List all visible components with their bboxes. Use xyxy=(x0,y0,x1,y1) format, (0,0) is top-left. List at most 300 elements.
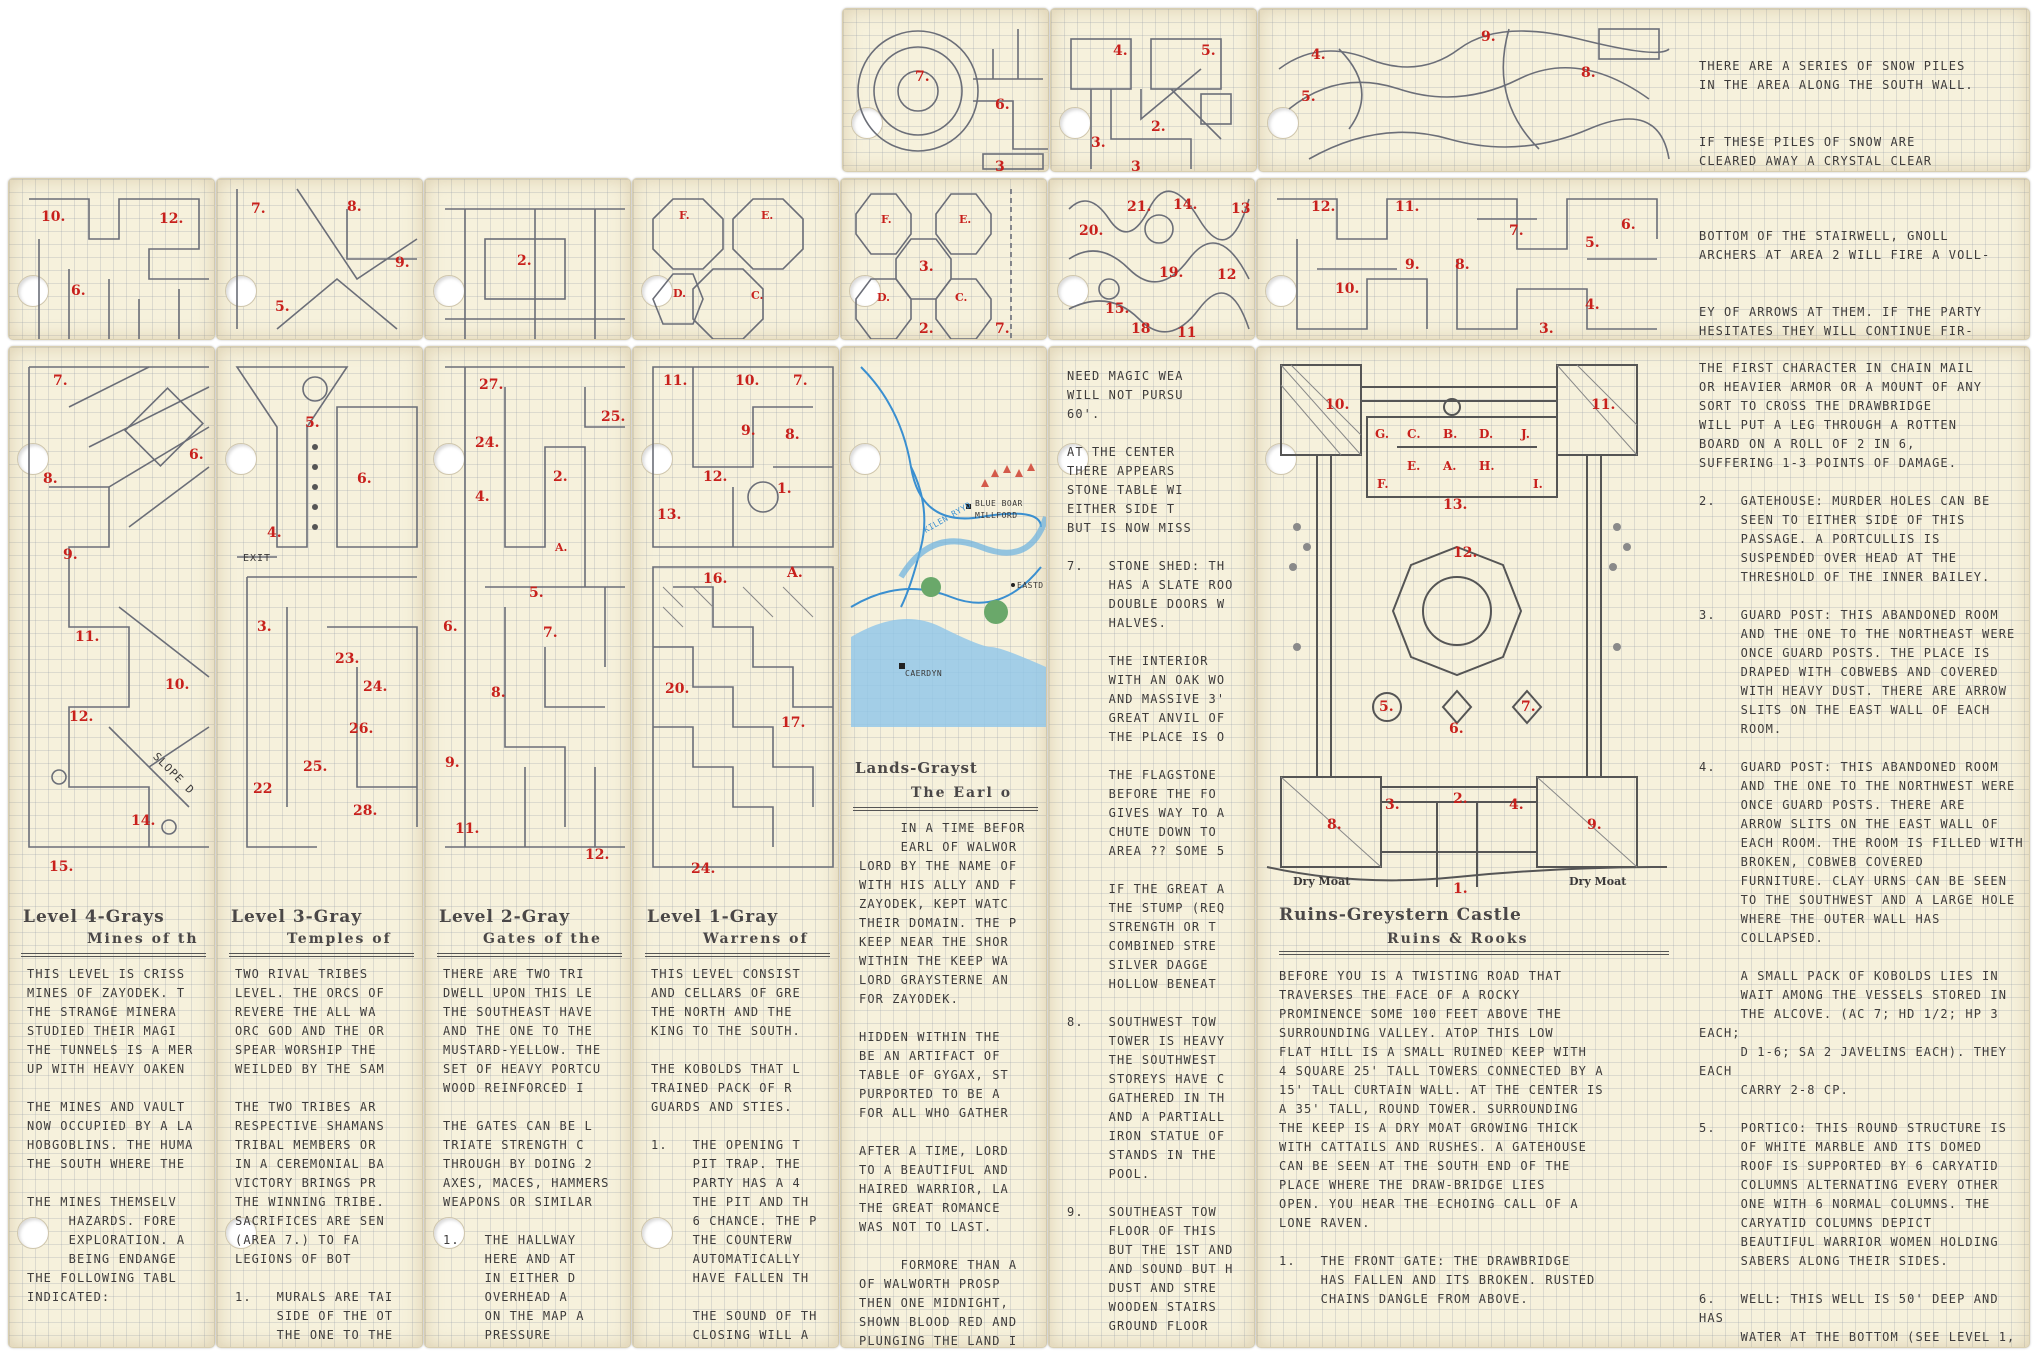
text-line: STANDS IN THE xyxy=(1067,1148,1217,1162)
room-number: 7. xyxy=(915,69,930,85)
text-line: THE INTERIOR xyxy=(1067,654,1209,668)
room-number: 28. xyxy=(353,803,378,819)
room-number: 12. xyxy=(1311,199,1336,215)
sheet-title: Level 2-Gray xyxy=(439,907,571,927)
text-line: LONE RAVEN. xyxy=(1279,1216,1371,1230)
text-line: CHUTE DOWN TO xyxy=(1067,825,1217,839)
text-line: FORMORE THAN A xyxy=(859,1258,1018,1272)
text-line: WAS NOT TO LAST. xyxy=(859,1220,993,1234)
text-line: 60'. xyxy=(1067,407,1101,421)
warrens-map xyxy=(633,347,838,877)
text-line: THE SOUND OF TH xyxy=(651,1309,818,1323)
room-number: 3. xyxy=(257,619,272,635)
text-line xyxy=(1699,1271,2024,1290)
notes-text: THERE ARE A SERIES OF SNOW PILES IN THE AREA ALONG THE SOUTH WALL. IF THESE PILES OF SNOW ARE CLEARED AWAY A CRYSTAL CLEAR xyxy=(1699,59,1974,168)
room-number: 11. xyxy=(663,373,688,389)
room-number: 11. xyxy=(1591,397,1616,413)
body-text xyxy=(235,965,420,1345)
text-line: REVERE THE ALL WA xyxy=(235,1005,377,1019)
room-number: 7. xyxy=(53,373,68,389)
text-line: HERE AND AT xyxy=(443,1252,577,1266)
dungeon-map xyxy=(9,179,214,339)
text-line: THE SOUTHWEST xyxy=(1067,1053,1217,1067)
text-line: 15' TALL CURTAIN WALL. AT THE CENTER IS xyxy=(1279,1083,1604,1097)
text-line: WEAPONS OR SIMILAR xyxy=(443,1195,593,1209)
body-text xyxy=(651,965,836,1345)
text-line xyxy=(235,1079,420,1098)
room-number: 14. xyxy=(131,813,156,829)
text-line: THEIR DOMAIN. THE P xyxy=(859,916,1018,930)
text-line: THE STUMP (REQ xyxy=(1067,901,1226,915)
room-number: 8. xyxy=(43,471,58,487)
text-line: BEING ENDANGE xyxy=(27,1252,177,1266)
text-line: WITHIN THE KEEP WA xyxy=(859,954,1009,968)
text-line xyxy=(443,1212,628,1231)
text-line: THE TWO TRIBES AR xyxy=(235,1100,377,1114)
text-line: ROOF IS SUPPORTED BY 6 CARYATID xyxy=(1699,1159,1999,1173)
text-line xyxy=(27,1079,212,1098)
text-line: GUARDS AND STIES. xyxy=(651,1100,793,1114)
text-line: GIVES WAY TO A xyxy=(1067,806,1226,820)
sheet-mid-e xyxy=(840,178,1047,340)
sheet-castle xyxy=(1256,346,2030,1348)
text-line xyxy=(1067,861,1252,880)
text-line xyxy=(1067,424,1252,443)
cave-map xyxy=(1259,9,1679,171)
text-line: AND THE ONE TO THE NORTHEAST WERE xyxy=(1699,627,2016,641)
text-line: FOR ZAYODEK. xyxy=(859,992,959,1006)
text-line: IN A TIME BEFOR xyxy=(859,821,1026,835)
text-line: THE PLACE IS O xyxy=(1067,730,1226,744)
room-number: A. xyxy=(555,541,568,554)
room-number: 12. xyxy=(1453,545,1478,561)
text-line xyxy=(651,1041,836,1060)
room-number: 24. xyxy=(363,679,388,695)
text-line: THEN ONE MIDNIGHT, xyxy=(859,1296,1009,1310)
text-line: BUT THE 1ST AND xyxy=(1067,1243,1234,1257)
text-line: THE MINES THEMSELV xyxy=(27,1195,177,1209)
text-line: VICTORY BRINGS PR xyxy=(235,1176,377,1190)
text-line xyxy=(859,1009,1044,1028)
text-line: RESPECTIVE SHAMANS xyxy=(235,1119,385,1133)
room-number: 7. xyxy=(1509,223,1524,239)
text-line: THE PIT AND TH xyxy=(651,1195,810,1209)
text-line: DOUBLE DOORS W xyxy=(1067,597,1226,611)
text-line: PIT TRAP. THE xyxy=(651,1157,801,1171)
room-number: I. xyxy=(1533,477,1543,491)
sheet-notes xyxy=(1048,346,1255,1348)
text-line: INDICATED: xyxy=(27,1290,111,1304)
text-line: A 35' TALL, ROUND TOWER. SURROUNDING xyxy=(1279,1102,1579,1116)
room-number: 5. xyxy=(1301,89,1316,105)
place-label: KILEN RYYD xyxy=(922,500,973,535)
text-line: AND SOUND BUT H xyxy=(1067,1262,1234,1276)
text-line: EARL OF WALWOR xyxy=(859,840,1018,854)
text-line xyxy=(1067,633,1252,652)
text-line: BEFORE YOU IS A TWISTING ROAD THAT xyxy=(1279,969,1563,983)
room-number: 2. xyxy=(517,253,532,269)
room-number: 13. xyxy=(657,507,682,523)
text-line: PARTY HAS A 4 xyxy=(651,1176,801,1190)
sheet-subtitle: Temples of xyxy=(287,931,392,947)
text-line: 1. MURALS ARE TAI xyxy=(235,1290,394,1304)
text-line: AND MASSIVE 3' xyxy=(1067,692,1226,706)
text-line: HAS A SLATE ROO xyxy=(1067,578,1234,592)
dungeon-map xyxy=(633,179,838,339)
text-line: THE NORTH AND THE xyxy=(651,1005,793,1019)
text-line: TRAVERSES THE FACE OF A ROCKY xyxy=(1279,988,1521,1002)
text-line: ONE WITH 6 NORMAL COLUMNS. THE xyxy=(1699,1197,1991,1211)
sheet-top-c xyxy=(1258,8,2030,172)
text-line: COMBINED STRE xyxy=(1067,939,1217,953)
room-number: A. xyxy=(1443,459,1457,473)
room-number: 12 xyxy=(1217,267,1237,283)
text-line xyxy=(1699,587,2024,606)
room-number: 7. xyxy=(995,321,1010,337)
text-line xyxy=(27,1174,212,1193)
room-number: 26. xyxy=(349,721,374,737)
title-underline xyxy=(229,953,414,957)
text-line xyxy=(1067,994,1252,1013)
text-line: AXES, MACES, HAMMERS xyxy=(443,1176,610,1190)
room-number: 18 xyxy=(1131,321,1151,337)
text-line: AFTER A TIME, LORD xyxy=(859,1144,1009,1158)
room-number: 15. xyxy=(49,859,74,875)
text-line xyxy=(1067,747,1252,766)
text-line: WILL PUT A LEG THROUGH A ROTTEN xyxy=(1699,418,1958,432)
text-line: TO A BEAUTIFUL AND xyxy=(859,1163,1009,1177)
text-line: STRENGTH OR T xyxy=(1067,920,1217,934)
room-number: 11. xyxy=(1395,199,1420,215)
text-line: 1. THE OPENING T xyxy=(651,1138,801,1152)
room-number: 9. xyxy=(63,547,78,563)
notes-text xyxy=(1699,359,2024,1348)
text-line: HOLLOW BENEAT xyxy=(1067,977,1217,991)
text-line: THE COUNTERW xyxy=(651,1233,793,1247)
text-line: OPEN. YOU HEAR THE ECHOING CALL OF A xyxy=(1279,1197,1579,1211)
title-underline xyxy=(1279,951,1669,955)
text-line: ONCE GUARD POSTS. THE PLACE IS xyxy=(1699,646,1991,660)
room-number: 11. xyxy=(455,821,480,837)
sheet-subtitle: Warrens of xyxy=(703,931,809,947)
text-line: WITH HIS ALLY AND F xyxy=(859,878,1018,892)
text-line: ZAYODEK, KEPT WATC xyxy=(859,897,1009,911)
title-underline xyxy=(853,807,1038,811)
sheet-subtitle: Mines of th xyxy=(87,931,199,947)
sheet-title: Level 3-Gray xyxy=(231,907,363,927)
room-number: 2. xyxy=(1453,791,1468,807)
text-line: WITH HEAVY DUST. THERE ARE ARROW xyxy=(1699,684,2008,698)
text-line: THE SOUTHEAST HAVE xyxy=(443,1005,593,1019)
room-number: F. xyxy=(679,209,690,222)
text-line: CAN BE SEEN AT THE SOUTH END OF THE xyxy=(1279,1159,1571,1173)
text-line: UP WITH HEAVY OAKEN xyxy=(27,1062,186,1076)
sheet-title: Level 4-Grays xyxy=(23,907,165,927)
text-line: TRIBAL MEMBERS OR xyxy=(235,1138,377,1152)
text-line xyxy=(1067,1184,1252,1203)
text-line: BE AN ARTIFACT OF xyxy=(859,1049,1001,1063)
text-line: THE FIRST CHARACTER IN CHAIN MAIL xyxy=(1699,361,1974,375)
text-line: MUSTARD-YELLOW. THE xyxy=(443,1043,602,1057)
room-number: 3 xyxy=(1131,159,1141,172)
text-line: THIS LEVEL IS CRISS xyxy=(27,967,186,981)
sheet-level4 xyxy=(8,346,215,1348)
room-number: 22 xyxy=(253,781,273,797)
text-line: HAZARDS. FORE xyxy=(27,1214,177,1228)
text-line: PASSAGE. A PORTCULLIS IS xyxy=(1699,532,1941,546)
text-line: WOOD REINFORCED I xyxy=(443,1081,585,1095)
text-line: ON THE MAP A xyxy=(443,1309,585,1323)
text-line: SHOWN BLOOD RED AND xyxy=(859,1315,1018,1329)
text-line: GATHERED IN TH xyxy=(1067,1091,1226,1105)
text-line: EACH ROOM. THE ROOM IS FILLED WITH xyxy=(1699,836,2024,850)
room-number: 2. xyxy=(1151,119,1166,135)
text-line: THE STRANGE MINERA xyxy=(27,1005,177,1019)
text-line: TWO RIVAL TRIBES xyxy=(235,967,369,981)
room-number: 12. xyxy=(159,211,184,227)
room-number: 15. xyxy=(1105,301,1130,317)
text-line xyxy=(859,1123,1044,1142)
text-line: ARROW SLITS ON THE EAST WALL OF xyxy=(1699,817,1999,831)
room-number: 25. xyxy=(303,759,328,775)
room-number: 20. xyxy=(665,681,690,697)
room-number: 27. xyxy=(479,377,504,393)
text-line xyxy=(1699,1347,2024,1348)
room-number: 10. xyxy=(735,373,760,389)
room-number: 8. xyxy=(785,427,800,443)
text-line: THE FLAGSTONE xyxy=(1067,768,1217,782)
room-number: 6. xyxy=(71,283,86,299)
text-line: PLACE WHERE THE DRAW-BRIDGE LIES xyxy=(1279,1178,1546,1192)
sheet-level3 xyxy=(216,346,423,1348)
text-line: IN EITHER D xyxy=(443,1271,577,1285)
dungeon-map xyxy=(1051,9,1256,171)
room-number: C. xyxy=(751,289,764,302)
room-number: E. xyxy=(761,209,774,222)
room-number: 24. xyxy=(475,435,500,451)
text-line: HAIRED WARRIOR, LA xyxy=(859,1182,1009,1196)
map-label: EXIT xyxy=(243,553,272,564)
sheet-mid-d xyxy=(632,178,839,340)
text-line: KEEP NEAR THE SHOR xyxy=(859,935,1009,949)
text-line: STOREYS HAVE C xyxy=(1067,1072,1226,1086)
map-label: Dry Moat xyxy=(1293,875,1351,888)
place-label: BLUE BOAR xyxy=(975,499,1023,508)
text-line: SURROUNDING VALLEY. ATOP THIS LOW xyxy=(1279,1026,1554,1040)
room-number: D. xyxy=(877,291,890,304)
text-line: TO THE SOUTHWEST AND A LARGE HOLE xyxy=(1699,893,2016,907)
text-line: HALVES. xyxy=(1067,616,1167,630)
text-line: AREA ?? SOME 5 xyxy=(1067,844,1226,858)
text-line: NOW OCCUPIED BY A LA xyxy=(27,1119,194,1133)
room-number: 12. xyxy=(69,709,94,725)
room-number: 8. xyxy=(1455,257,1470,273)
text-line: THE WINNING TRIBE. xyxy=(235,1195,385,1209)
text-line: THE GREAT ROMANCE xyxy=(859,1201,1001,1215)
sheet-level2 xyxy=(424,346,631,1348)
room-number: 10. xyxy=(165,677,190,693)
room-number: 9. xyxy=(395,255,410,271)
room-number: 23. xyxy=(335,651,360,667)
room-number: 11. xyxy=(75,629,100,645)
room-number: 5. xyxy=(1379,699,1394,715)
room-number: 9. xyxy=(1481,29,1496,45)
room-number: 3. xyxy=(1091,135,1106,151)
text-line: OF WALWORTH PROSP xyxy=(859,1277,1001,1291)
text-line: AND CELLARS OF GRE xyxy=(651,986,801,1000)
text-line: PROMINENCE SOME 100 FEET ABOVE THE xyxy=(1279,1007,1563,1021)
room-number: 10. xyxy=(1335,281,1360,297)
text-line: THE KOBOLDS THAT L xyxy=(651,1062,801,1076)
room-number: 8. xyxy=(1327,817,1342,833)
sheet-subtitle: Gates of the xyxy=(483,931,602,947)
text-line xyxy=(651,1117,836,1136)
title-underline xyxy=(21,953,206,957)
sheet-title: Ruins-Greystern Castle xyxy=(1279,905,1522,925)
room-number: 16. xyxy=(703,571,728,587)
text-line: DWELL UPON THIS LE xyxy=(443,986,593,1000)
body-text xyxy=(859,819,1044,1348)
map-label: SLOPE D xyxy=(150,750,198,797)
map-label: Dry Moat xyxy=(1569,875,1627,888)
text-line: TABLE OF GYGAX, ST xyxy=(859,1068,1009,1082)
room-number: 6. xyxy=(1621,217,1636,233)
text-line: D 1-6; SA 2 JAVELINS EACH). THEY EACH xyxy=(1699,1045,2016,1078)
text-line: WILL NOT PURSU xyxy=(1067,388,1184,402)
text-line: POOL. xyxy=(1067,1167,1151,1181)
dungeon-map xyxy=(841,179,1046,339)
room-number: E. xyxy=(1407,459,1421,473)
text-line: BROKEN, COBWEB COVERED xyxy=(1699,855,1924,869)
text-line: 4 SQUARE 25' TALL TOWERS CONNECTED BY A xyxy=(1279,1064,1604,1078)
text-line: FOR ALL WHO GATHER xyxy=(859,1106,1009,1120)
room-number: 10. xyxy=(1325,397,1350,413)
text-line: SPEAR WORSHIP THE xyxy=(235,1043,377,1057)
text-line: WHERE THE OUTER WALL HAS xyxy=(1699,912,1941,926)
text-line: SUFFERING 1-3 POINTS OF DAMAGE. xyxy=(1699,456,1958,470)
room-number: 3. xyxy=(919,259,934,275)
room-number: 3. xyxy=(1539,321,1554,337)
room-number: 4. xyxy=(1585,297,1600,313)
room-number: 4. xyxy=(1113,43,1128,59)
text-line: SABERS ALONG THEIR SIDES. xyxy=(1699,1254,1949,1268)
text-line: WITH CATTAILS AND RUSHES. A GATEHOUSE xyxy=(1279,1140,1588,1154)
body-text xyxy=(27,965,212,1307)
text-line: STUDIED THEIR MAGI xyxy=(27,1024,177,1038)
text-line: HAS FALLEN AND ITS BROKEN. RUSTED xyxy=(1279,1273,1596,1287)
text-line: HAVE FALLEN TH xyxy=(651,1271,810,1285)
sheet-top-a xyxy=(842,8,1049,172)
place-label: MILLFORD xyxy=(975,511,1018,520)
text-line xyxy=(443,1098,628,1117)
text-line: WITH AN OAK WO xyxy=(1067,673,1226,687)
cave-map xyxy=(217,179,422,339)
body-text xyxy=(443,965,628,1345)
title-underline xyxy=(437,953,622,957)
room-number: E. xyxy=(959,213,972,226)
text-line: LEVEL. THE ORCS OF xyxy=(235,986,385,1000)
text-line xyxy=(1279,1233,1669,1252)
room-number: 8. xyxy=(347,199,362,215)
text-line xyxy=(1699,948,2024,967)
room-number: 4. xyxy=(267,525,282,541)
room-number: 6. xyxy=(443,619,458,635)
dungeon-map xyxy=(843,9,1048,171)
body-text xyxy=(1067,367,1252,1336)
room-number: 12. xyxy=(703,469,728,485)
text-line: COLUMNS ALTERNATING EVERY OTHER xyxy=(1699,1178,1999,1192)
text-line xyxy=(859,1237,1044,1256)
text-line: NEED MAGIC WEA xyxy=(1067,369,1184,383)
room-number: 9. xyxy=(741,423,756,439)
room-number: 5. xyxy=(1585,235,1600,251)
room-number: A. xyxy=(787,565,803,581)
text-line: HIDDEN WITHIN THE xyxy=(859,1030,1001,1044)
text-line: AT THE CENTER xyxy=(1067,445,1176,459)
text-line: IF THE GREAT A xyxy=(1067,882,1226,896)
room-number: 7. xyxy=(1521,699,1536,715)
text-line: WAIT AMONG THE VESSELS STORED IN xyxy=(1699,988,2008,1002)
text-line: TOWER IS HEAVY xyxy=(1067,1034,1226,1048)
text-line: THE MINES AND VAULT xyxy=(27,1100,186,1114)
text-line: 1. THE HALLWAY xyxy=(443,1233,577,1247)
body-text xyxy=(1279,967,1669,1309)
room-number: 20. xyxy=(1079,223,1104,239)
text-line: TRIATE STRENGTH C xyxy=(443,1138,585,1152)
room-number: 11 xyxy=(1177,325,1197,340)
sheet-mid-b xyxy=(216,178,423,340)
room-number: G. xyxy=(1375,427,1389,441)
room-number: 3 xyxy=(995,159,1005,172)
text-line: MINES OF ZAYODEK. T xyxy=(27,986,186,1000)
room-number: C. xyxy=(1407,427,1421,441)
room-number: 9. xyxy=(1405,257,1420,273)
text-line: THERE APPEARS xyxy=(1067,464,1176,478)
title-underline xyxy=(645,953,830,957)
gates-map xyxy=(425,347,630,877)
text-line: BEAUTIFUL WARRIOR WOMEN HOLDING xyxy=(1699,1235,1999,1249)
text-line: ONCE GUARD POSTS. THERE ARE xyxy=(1699,798,1966,812)
room-number: 6. xyxy=(189,447,204,463)
room-number: D. xyxy=(1479,427,1494,441)
text-line: LEGIONS OF BOT xyxy=(235,1252,352,1266)
text-line: THIS LEVEL CONSIST xyxy=(651,967,801,981)
text-line: BOARD ON A ROLL OF 2 IN 6, xyxy=(1699,437,1916,451)
room-number: 12. xyxy=(585,847,610,863)
room-number: 8. xyxy=(1581,65,1596,81)
text-line: EITHER SIDE T xyxy=(1067,502,1176,516)
sheet-subtitle: The Earl o xyxy=(911,785,1013,801)
text-line xyxy=(1067,538,1252,557)
text-line xyxy=(1699,739,2024,758)
text-line: THROUGH BY DOING 2 xyxy=(443,1157,593,1171)
room-number: 6. xyxy=(1449,721,1464,737)
sheet-mid-f xyxy=(1048,178,1255,340)
notes-text: BOTTOM OF THE STAIRWELL, GNOLL ARCHERS AT AREA 2 WILL FIRE A VOLL- EY OF ARROWS AT THEM. IF THE PARTY HESITATES THEY WILL CONTINUE FIR- xyxy=(1699,229,1991,338)
room-number: 13. xyxy=(1443,497,1468,513)
region-map xyxy=(841,347,1046,767)
text-line: 2. GATEHOUSE: MURDER HOLES CAN BE xyxy=(1699,494,1991,508)
text-line: 9. SOUTHEAST TOW xyxy=(1067,1205,1217,1219)
room-number: B. xyxy=(1443,427,1458,441)
text-line: STONE TABLE WI xyxy=(1067,483,1184,497)
text-line xyxy=(1699,1100,2024,1119)
text-line: LORD GRAYSTERNE AN xyxy=(859,973,1009,987)
room-number: 7. xyxy=(793,373,808,389)
text-line: ORC GOD AND THE OR xyxy=(235,1024,385,1038)
room-number: 3. xyxy=(1385,797,1400,813)
sheet-mid-g xyxy=(1256,178,2030,340)
